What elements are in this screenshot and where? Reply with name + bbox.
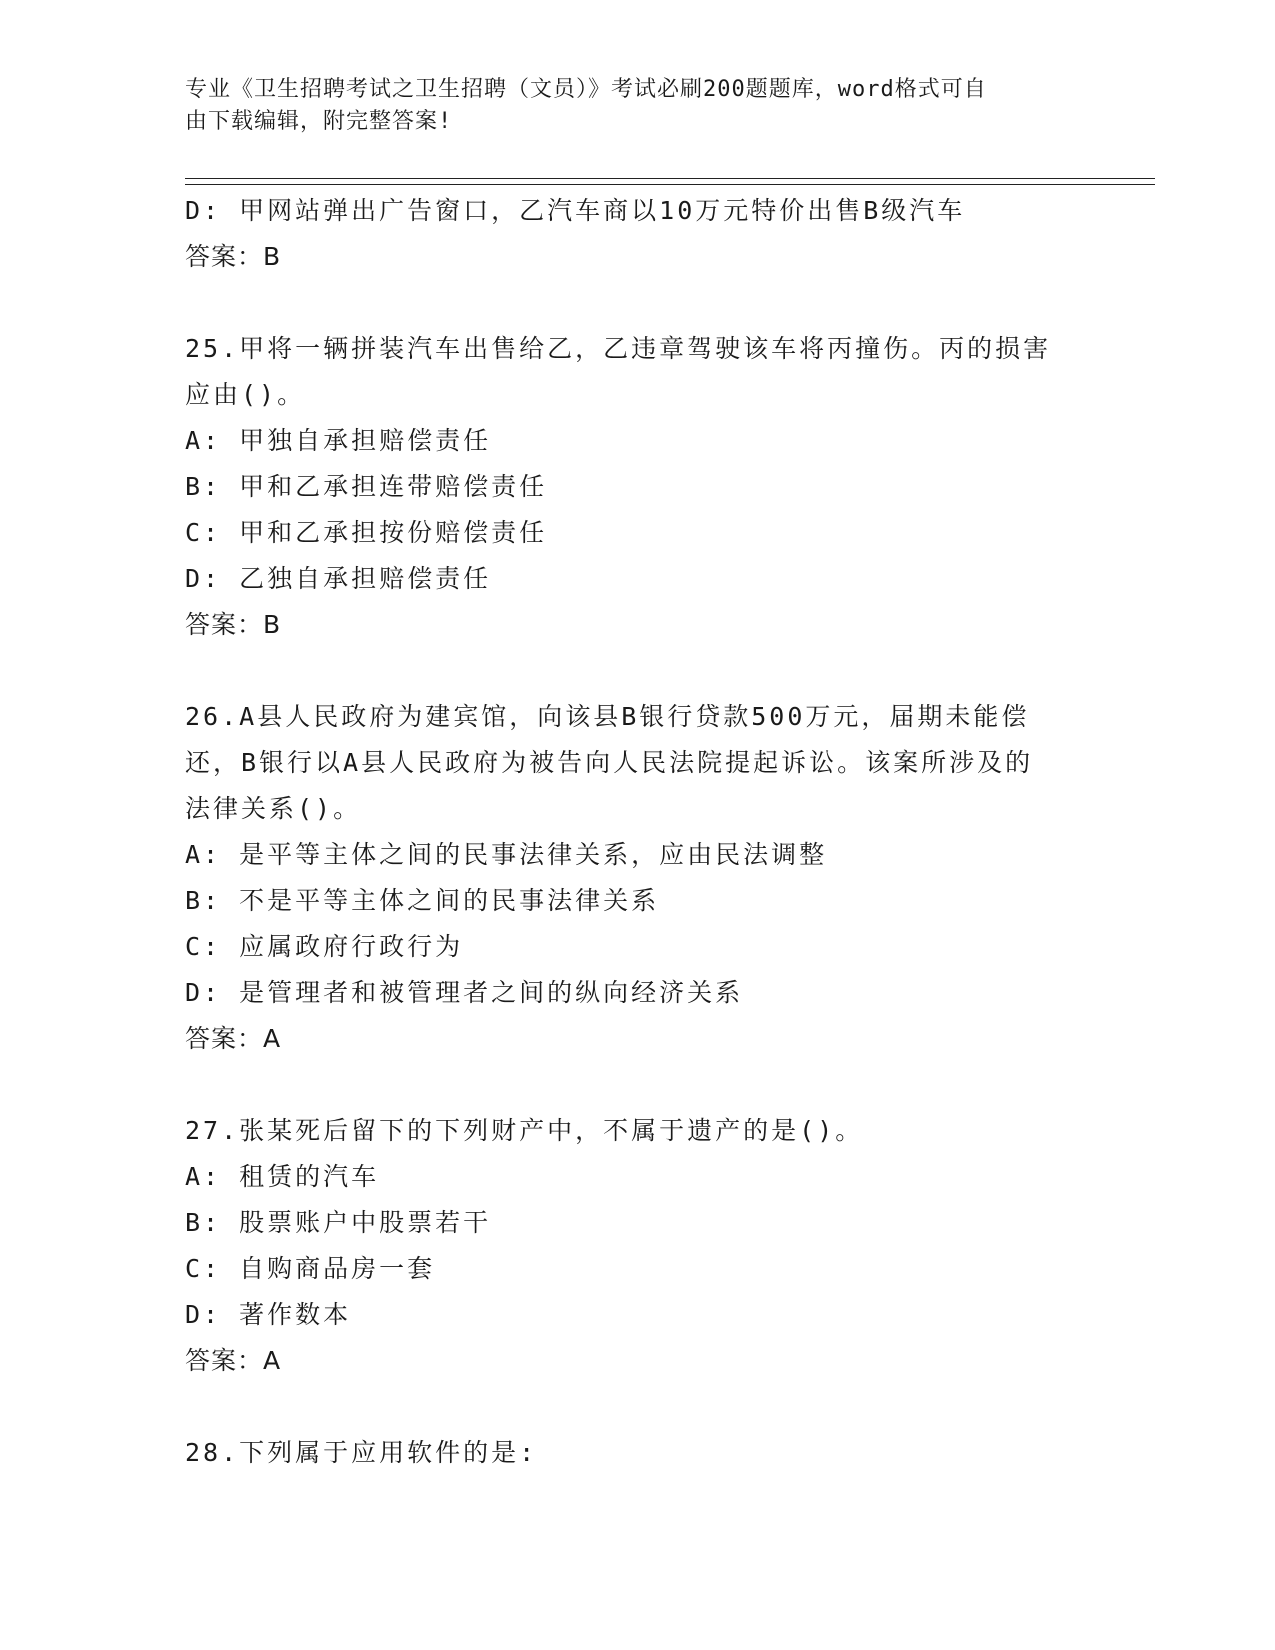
spacer	[185, 1384, 1155, 1430]
question-26-option-c: C: 应属政府行政行为	[185, 932, 464, 961]
header-line-2: 由下载编辑，附完整答案!	[185, 109, 453, 134]
question-27-answer: 答案：A	[185, 1346, 282, 1375]
question-26-option-d: D: 是管理者和被管理者之间的纵向经济关系	[185, 978, 744, 1007]
header-line-1: 专业《卫生招聘考试之卫生招聘（文员）》考试必刷200题题库，word格式可自	[185, 77, 987, 102]
question-25-option-a: A: 甲独自承担赔偿责任	[185, 426, 492, 455]
question-26-answer: 答案：A	[185, 1024, 282, 1053]
question-26-option-a: A: 是平等主体之间的民事法律关系，应由民法调整	[185, 840, 828, 869]
question-27-option-c: C: 自购商品房一套	[185, 1254, 436, 1283]
spacer	[185, 1062, 1155, 1108]
question-25-stem-line-2: 应由()。	[185, 380, 306, 409]
question-25-answer: 答案：B	[185, 610, 282, 639]
header-rule-bottom	[185, 184, 1155, 185]
question-28-stem: 28.下列属于应用软件的是:	[185, 1438, 538, 1467]
question-25-option-c: C: 甲和乙承担按份赔偿责任	[185, 518, 548, 547]
question-28	[185, 1430, 1155, 1476]
question-25-stem-line-1: 25.甲将一辆拼装汽车出售给乙，乙违章驾驶该车将丙撞伤。丙的损害	[185, 334, 1052, 363]
header-rule-top	[185, 178, 1155, 179]
prev-option-d: D: 甲网站弹出广告窗口，乙汽车商以10万元特价出售B级汽车	[185, 196, 966, 225]
question-26-stem-line-3: 法律关系()。	[185, 794, 362, 823]
prev-answer: 答案：B	[185, 242, 282, 271]
document-header	[185, 74, 1085, 138]
question-25-option-b: B: 甲和乙承担连带赔偿责任	[185, 472, 548, 501]
question-27-option-b: B: 股票账户中股票若干	[185, 1208, 492, 1237]
question-25-option-d: D: 乙独自承担赔偿责任	[185, 564, 492, 593]
question-26-option-b: B: 不是平等主体之间的民事法律关系	[185, 886, 660, 915]
spacer	[185, 648, 1155, 694]
question-25	[185, 326, 1155, 648]
question-27	[185, 1108, 1155, 1384]
question-27-option-a: A: 租赁的汽车	[185, 1162, 380, 1191]
question-list	[185, 188, 1155, 1476]
question-27-option-d: D: 著作数本	[185, 1300, 352, 1329]
question-26	[185, 694, 1155, 1062]
question-26-stem-line-1: 26.A县人民政府为建宾馆，向该县B银行贷款500万元，届期未能偿	[185, 702, 1030, 731]
spacer	[185, 280, 1155, 326]
question-27-stem: 27.张某死后留下的下列财产中，不属于遗产的是()。	[185, 1116, 864, 1145]
question-26-stem-line-2: 还，B银行以A县人民政府为被告向人民法院提起诉讼。该案所涉及的	[185, 748, 1034, 777]
